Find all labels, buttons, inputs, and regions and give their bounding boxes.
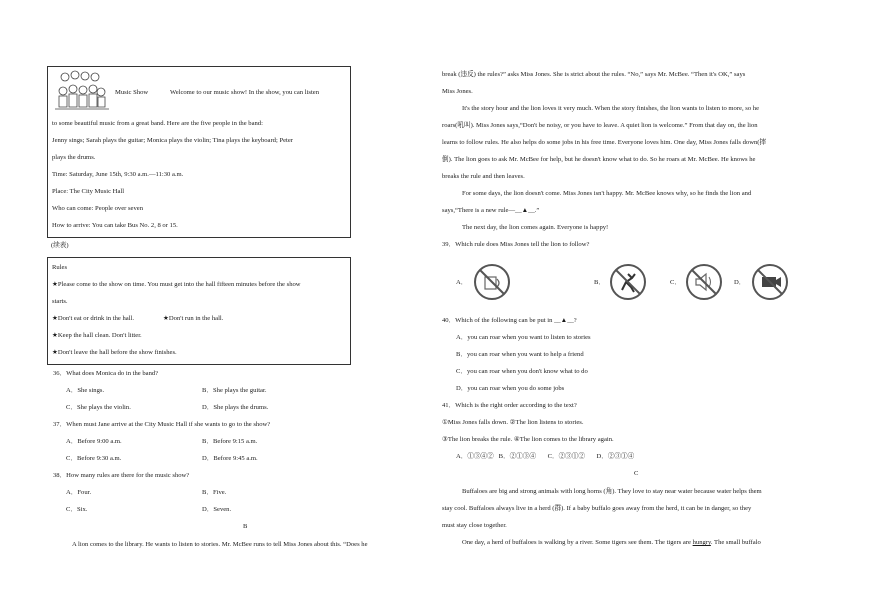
q41-stem: 41．Which is the right order according to the text? bbox=[442, 402, 577, 409]
ad-how: How to arrive: You can take Bus No. 2, 8 or 15. bbox=[52, 222, 178, 229]
q41-statements-2: ③The lion breaks the rule. ④The lion comes to the library again. bbox=[442, 436, 614, 443]
ad-place: Place: The City Music Hall bbox=[52, 188, 125, 195]
passage-b-p2b: roars(吼叫). Miss Jones says,“Don't be noisy, or you have to leave. A quiet lion is welcome.” From that day on, the lion bbox=[442, 122, 758, 129]
q39-option-a[interactable]: A． bbox=[456, 279, 468, 286]
q41-options[interactable]: A．①③④② B．②①③④ C．②③①② D．②③①④ bbox=[456, 453, 635, 460]
ad-intro-line1: Welcome to our music show! In the show, you can listen bbox=[170, 89, 320, 96]
passage-b-p2e: breaks the rule and then leaves. bbox=[442, 173, 525, 180]
q40-option-b[interactable]: B．you can roar when you want to help a friend bbox=[456, 351, 584, 358]
q40-option-c[interactable]: C．you can roar when you don't know what to do bbox=[456, 368, 588, 375]
q37-option-b[interactable]: B．Before 9:15 a.m. bbox=[202, 438, 258, 445]
passage-b-p3b: says,“There is a new rule—__▲__.” bbox=[442, 207, 540, 214]
q38-option-c[interactable]: C．Six. bbox=[66, 506, 88, 513]
no-noise-icon bbox=[684, 262, 724, 302]
rule-1b: starts. bbox=[52, 298, 68, 305]
passage-c-p1c: must stay close together. bbox=[442, 522, 507, 529]
q37-option-c[interactable]: C．Before 9:30 a.m. bbox=[66, 455, 122, 462]
no-running-icon bbox=[608, 262, 648, 302]
q37-option-d[interactable]: D．Before 9:45 a.m. bbox=[202, 455, 258, 462]
q36-option-c[interactable]: C．She plays the violin. bbox=[66, 404, 131, 411]
passage-c-p1b: stay cool. Buffaloes always live in a herd (群). If a baby buffalo goes away from the herd, it can be in danger, so they bbox=[442, 505, 752, 512]
rules-heading: Rules bbox=[52, 264, 68, 271]
q37-option-a[interactable]: A．Before 9:00 a.m. bbox=[66, 438, 122, 445]
passage-b-p1b: Miss Jones. bbox=[442, 88, 473, 95]
q36-option-b[interactable]: B．She plays the guitar. bbox=[202, 387, 267, 394]
rule-1a: ★Please come to the show on time. You must get into the hall fifteen minutes before the show bbox=[52, 281, 301, 288]
passage-c-p2-part2: . The small buffalo bbox=[710, 539, 761, 546]
passage-c-hungry-word: hungry bbox=[692, 539, 711, 546]
passage-c-p1a: Buffaloes are big and strong animals with long horns (角). They love to stay near water because water helps them bbox=[462, 488, 762, 495]
q41-statements-1: ①Miss Jones falls down. ②The lion listens to stories. bbox=[442, 419, 584, 426]
passage-c-p2 bbox=[462, 538, 761, 547]
passage-b-p3a: For some days, the lion doesn't come. Miss Jones isn't happy. Mr. McBee knows why, so he finds the lion and bbox=[462, 190, 752, 197]
q40-option-d[interactable]: D．you can roar when you do some jobs bbox=[456, 385, 565, 392]
passage-c-p2-part1: One day, a herd of buffaloes is walking by a river. Some tigers see them. The tigers are bbox=[462, 539, 693, 546]
ad-intro-line2: to some beautiful music from a great band. Here are the five people in the band: bbox=[52, 120, 263, 127]
q36-option-d[interactable]: D．She plays the drums. bbox=[202, 404, 269, 411]
rule-3: ★Don't run in the hall. bbox=[163, 315, 224, 322]
q36-option-a[interactable]: A．She sings. bbox=[66, 387, 105, 394]
passage-b-p1a: break (违反) the rules?” asks Miss Jones. She is strict about the rules. “No,” says Mr. McBee. “Then it's OK,” says bbox=[442, 71, 746, 78]
rule-4: ★Keep the hall clean. Don't litter. bbox=[52, 332, 142, 339]
q40-option-a[interactable]: A．you can roar when you want to listen to stories bbox=[456, 334, 591, 341]
q38-stem: 38．How many rules are there for the music show? bbox=[53, 472, 190, 479]
ad-members-line2: plays the drums. bbox=[52, 154, 96, 161]
passage-b-p2d: 倒). The lion goes to ask Mr. McBee for help, but he doesn't know what to do. So he roars at Mr. McBee. He knows he bbox=[442, 156, 756, 163]
q39-stem: 39．Which rule does Miss Jones tell the lion to follow? bbox=[442, 241, 590, 248]
q37-stem: 37．When must Jane arrive at the City Music Hall if she wants to go to the show? bbox=[53, 421, 271, 428]
passage-b-p2a: It's the story hour and the lion loves it very much. When the story finishes, the lion wants to listen to more, so he bbox=[462, 105, 760, 112]
q38-option-a[interactable]: A．Four. bbox=[66, 489, 92, 496]
q39-option-b[interactable]: B． bbox=[594, 279, 605, 286]
no-eating-icon bbox=[472, 262, 512, 302]
passage-b-p4: The next day, the lion comes again. Everyone is happy! bbox=[462, 224, 609, 231]
q39-option-c[interactable]: C． bbox=[670, 279, 681, 286]
passage-b-start: A lion comes to the library. He wants to listen to stories. Mr. McBee runs to tell Miss Jones about this. “Does he bbox=[72, 541, 368, 548]
rule-5: ★Don't leave the hall before the show finishes. bbox=[52, 349, 177, 356]
q38-option-d[interactable]: D．Seven. bbox=[202, 506, 232, 513]
section-c-heading: C bbox=[634, 470, 639, 477]
q38-option-b[interactable]: B．Five. bbox=[202, 489, 227, 496]
passage-b-p2c: learns to follow rules. He also helps do some jobs in his free time. Everyone loves him. One day, Miss Jones falls down(摔 bbox=[442, 139, 767, 146]
q39-option-d[interactable]: D． bbox=[734, 279, 746, 286]
ad-time: Time: Saturday, June 15th, 9:30 a.m.—11:30 a.m. bbox=[52, 171, 184, 178]
no-photography-icon bbox=[750, 262, 790, 302]
ad-title: Music Show bbox=[115, 89, 149, 96]
ad-who: Who can come: People over seven bbox=[52, 205, 143, 212]
q36-stem: 36．What does Monica do in the band? bbox=[53, 370, 159, 377]
band-illustration bbox=[53, 69, 111, 111]
ad-members-line1: Jenny sings; Sarah plays the guitar; Monica plays the violin; Tina plays the keyboard; Peter bbox=[52, 137, 294, 144]
section-b-heading: B bbox=[243, 523, 248, 530]
q40-stem: 40．Which of the following can be put in __▲__? bbox=[442, 317, 577, 324]
rule-2: ★Don't eat or drink in the hall. bbox=[52, 315, 134, 322]
continued-label: (续表) bbox=[51, 242, 69, 249]
